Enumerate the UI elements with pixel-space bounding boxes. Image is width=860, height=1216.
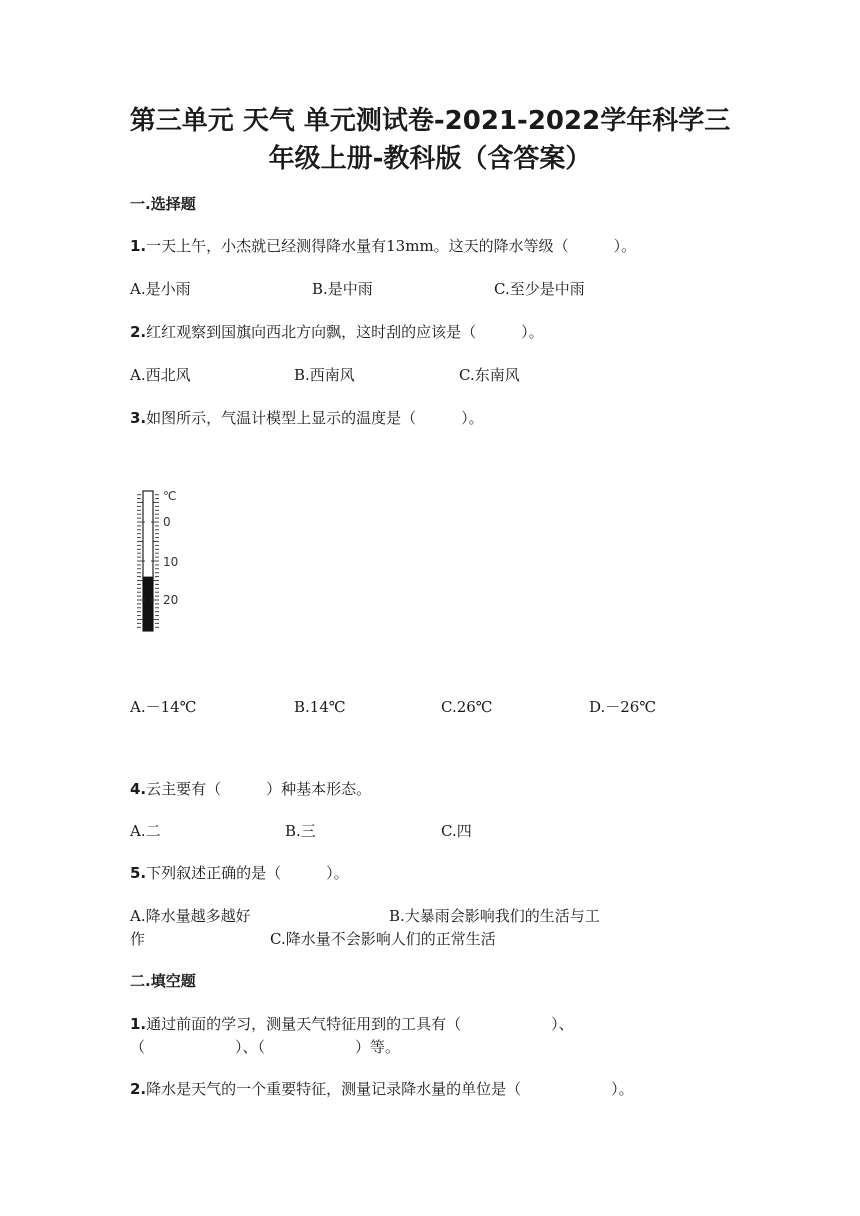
option-b: B.三: [285, 822, 316, 840]
fill-question-1: [130, 1014, 574, 1034]
option-c: C.东南风: [459, 366, 520, 384]
scale-label-0: 0: [163, 515, 171, 529]
option-c: C.26℃: [441, 698, 493, 716]
option-d: D.－26℃: [589, 698, 657, 716]
question-2: [130, 322, 544, 342]
question-4: [130, 779, 371, 799]
document-title-line-1: 第三单元 天气 单元测试卷-2021-2022学年科学三: [129, 106, 731, 136]
question-text: 一天上午，小杰就已经测得降水量有13mm。这天的降水等级（ ）。: [146, 237, 637, 255]
option-a: A.是小雨: [130, 280, 191, 298]
question-text: 云主要有（ ）种基本形态。: [146, 780, 372, 798]
scale-label-10: 10: [163, 555, 179, 569]
question-number: 5.: [130, 864, 147, 882]
question-number: 2.: [130, 1080, 147, 1098]
option-b: B.大暴雨会影响我们的生活与工: [389, 907, 600, 925]
thermometer-liquid: [143, 577, 153, 631]
question-text: 降水是天气的一个重要特征，测量记录降水量的单位是（ ）。: [146, 1080, 634, 1098]
question-number: 2.: [130, 323, 147, 341]
thermometer-figure: [125, 483, 195, 643]
option-b: B.是中雨: [312, 280, 373, 298]
question-text: 红红观察到国旗向西北方向飘，这时刮的应该是（ ）。: [146, 323, 544, 341]
option-a: A.降水量越多越好: [130, 907, 251, 925]
option-b: B.14℃: [294, 698, 346, 716]
option-a: A.二: [130, 822, 161, 840]
question-text: 通过前面的学习，测量天气特征用到的工具有（ ）、: [146, 1015, 574, 1033]
question-5: [130, 863, 349, 883]
question-text: 下列叙述正确的是（ ）。: [146, 864, 349, 882]
question-3: [130, 408, 484, 428]
option-c: C.至少是中雨: [494, 280, 585, 298]
question-1: [130, 236, 636, 256]
option-b: B.西南风: [294, 366, 355, 384]
option-b-continued: 作: [130, 930, 146, 948]
question-text: 如图所示，气温计模型上显示的温度是（ ）。: [146, 409, 484, 427]
option-c: C.四: [441, 822, 472, 840]
unit-label: ℃: [163, 489, 177, 503]
fill-question-1-line-2: （ ）、（ ）等。: [130, 1038, 401, 1056]
section-heading-choice: 一.选择题: [130, 195, 196, 213]
question-number: 1.: [130, 1015, 147, 1033]
scale-label-20: 20: [163, 593, 179, 607]
option-a: A.－14℃: [130, 698, 197, 716]
question-number: 1.: [130, 237, 147, 255]
option-c: C.降水量不会影响人们的正常生活: [270, 930, 496, 948]
option-a: A.西北风: [130, 366, 191, 384]
fill-question-2: [130, 1079, 634, 1099]
question-number: 3.: [130, 409, 147, 427]
document-title-line-2: 年级上册-教科版（含答案）: [268, 144, 592, 174]
question-number: 4.: [130, 780, 147, 798]
section-heading-fill-in: 二.填空题: [130, 972, 196, 990]
